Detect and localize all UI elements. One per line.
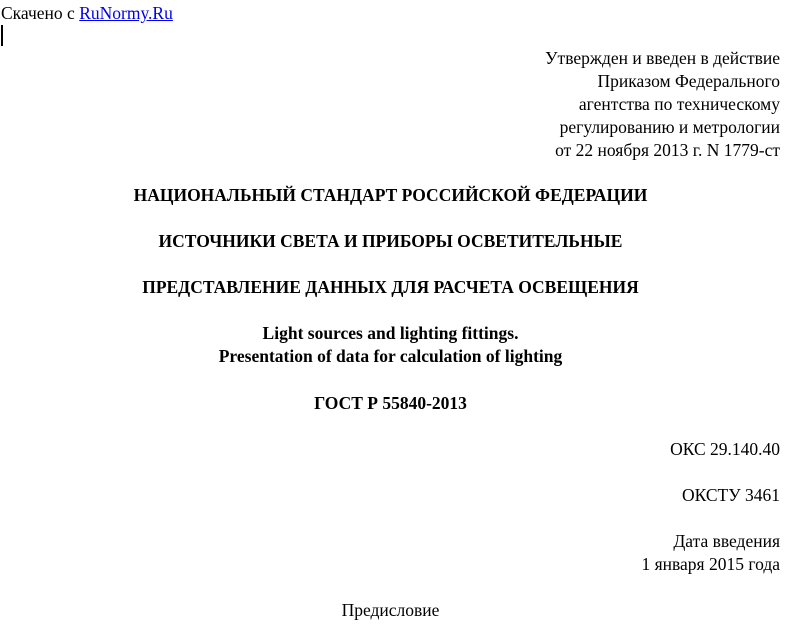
okstu-code: ОКСТУ 3461 — [681, 485, 780, 505]
approval-line: Приказом Федерального — [597, 71, 780, 91]
introduction-label: Дата введения — [673, 531, 780, 551]
approval-line: Утвержден и введен в действие — [545, 48, 780, 68]
introduction-date: 1 января 2015 года — [641, 554, 780, 574]
source-prefix: Скачено с — [1, 3, 80, 23]
source-line — [1, 2, 173, 25]
national-standard-heading: НАЦИОНАЛЬНЫЙ СТАНДАРТ РОССИЙСКОЙ ФЕДЕРАЦИИ — [133, 185, 648, 205]
title-en-line-2: Presentation of data for calculation of lighting — [218, 346, 563, 366]
gost-number: ГОСТ Р 55840-2013 — [314, 393, 467, 413]
oks-code: ОКС 29.140.40 — [670, 439, 780, 459]
title-ru-line-1: ИСТОЧНИКИ СВЕТА И ПРИБОРЫ ОСВЕТИТЕЛЬНЫЕ — [158, 231, 623, 251]
approval-block — [545, 47, 780, 162]
text-cursor — [1, 25, 3, 46]
title-en-line-1: Light sources and lighting fittings. — [262, 323, 519, 343]
foreword-heading: Предисловие — [341, 600, 440, 620]
approval-line: от 22 ноября 2013 г. N 1779-ст — [555, 140, 780, 160]
source-link[interactable]: RuNormy.Ru — [79, 3, 173, 23]
title-ru-line-2: ПРЕДСТАВЛЕНИЕ ДАННЫХ ДЛЯ РАСЧЕТА ОСВЕЩЕНИЯ — [142, 277, 639, 297]
approval-line: регулированию и метрологии — [559, 117, 780, 137]
approval-line: агентства по техническому — [578, 94, 780, 114]
